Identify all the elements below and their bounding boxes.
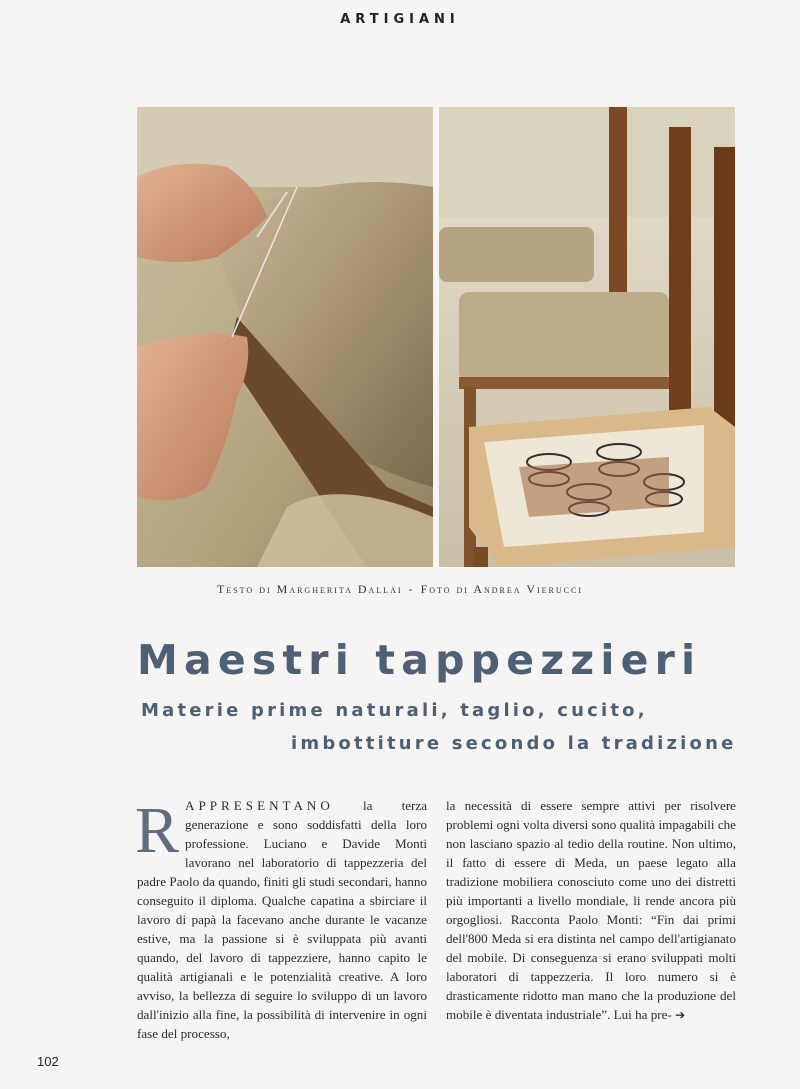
photo-credits <box>0 582 800 597</box>
hands-sewing-photo-icon <box>137 107 433 567</box>
article-subtitle-line1: Materie prime naturali, taglio, cucito, <box>141 700 648 721</box>
continue-arrow-icon: ➔ <box>675 1008 686 1022</box>
article-title: Maestri tappezzieri <box>137 636 702 684</box>
article-column-right <box>446 796 736 1025</box>
photo-author: Foto di Andrea Vierucci <box>420 582 583 596</box>
lead-caps: APPRESENTANO <box>185 798 334 813</box>
left-column-body: la terza generazione e sono soddisfatti della loro professione. Luciano e Davide Monti lavorano nel laboratorio di tappezzeria del padre Paolo da quando, finiti gli studi secondari, hanno conseguito il diploma. Qualche capatina a sbirciare il lavoro di papà la facevano anche durante le vacanze estive, ma la passione si è sviluppata più avanti quando, del lavoro di tappezziere, hanno capito le qualità artigianali e le potenzialità creative. A loro avviso, la bellezza di seguire lo sviluppo di un lavoro dall'inizio alla fine, la possibilità di intervenire in ogni fase del processo, <box>137 798 427 1041</box>
section-label: ARTIGIANI <box>340 12 460 27</box>
page-number: 102 <box>37 1054 59 1069</box>
photo-chairs-springs <box>439 107 735 567</box>
upholstered-chairs-photo-icon <box>439 107 735 567</box>
article-column-left <box>137 796 427 1043</box>
photo-hands-sewing <box>137 107 433 567</box>
article-subtitle-line2: imbottiture secondo la tradizione <box>291 733 737 754</box>
credits-separator: - <box>408 582 415 596</box>
drop-cap: R <box>135 794 180 867</box>
text-author: Testo di Margherita Dallai <box>217 582 403 596</box>
right-column-body: la necessità di essere sempre attivi per risolvere problemi ogni volta diversi sono qualità impagabili che non lasciano spazio al tedio della routine. Non ultimo, il fatto di essere di Meda, un paese legato alla tradizione mobiliera conosciuto come uno dei distretti più importanti a livello mondiale, li rende ancora più orgogliosi. Racconta Paolo Monti: “Fin dai primi dell'800 Meda si era distinta nel campo dell'artigianato del mobile. Di conseguenza si erano sviluppati molti laboratori di tappezzeria. Il loro numero si è drasticamente ridotto man mano che la produzione del mobile è diventata industriale”. Lui ha pre- <box>446 798 736 1022</box>
